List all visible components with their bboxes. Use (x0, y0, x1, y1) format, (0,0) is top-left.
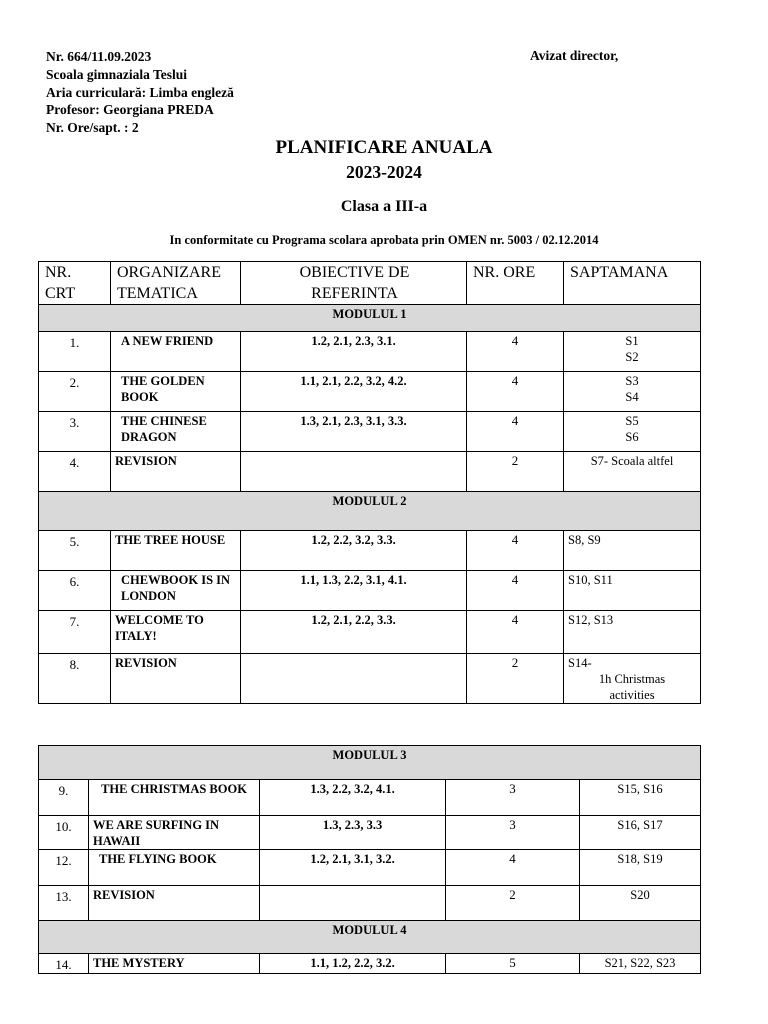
row-hours: 4 (467, 571, 564, 611)
row-hours: 2 (446, 886, 580, 921)
row-number: 8. (39, 654, 111, 704)
row-objectives: 1.1, 1.2, 2.2, 3.2. (260, 954, 446, 974)
row-topic: THE MYSTERY (89, 954, 260, 974)
row-hours: 5 (446, 954, 580, 974)
class-title: Clasa a III-a (340, 198, 428, 215)
curricular-area: Aria curriculară: Limba engleză (46, 84, 234, 100)
row-number: 5. (39, 531, 111, 571)
table-row (39, 654, 701, 704)
row-weeks: S10, S11 (564, 571, 701, 611)
school-year: 2023-2024 (346, 162, 422, 182)
row-number: 2. (39, 372, 111, 412)
teacher-name: Profesor: Georgiana PREDA (46, 102, 214, 118)
module-title: MODULUL 1 (39, 305, 701, 332)
director-approval: Avizat director, (530, 48, 619, 63)
module-row (39, 305, 701, 332)
header-organizare: ORGANIZARE TEMATICA (111, 262, 241, 305)
row-hours: 2 (467, 654, 564, 704)
table-row (39, 372, 701, 412)
table-row (39, 850, 701, 886)
table-row (39, 780, 701, 816)
row-weeks: S1 S2 (564, 332, 701, 372)
row-number: 1. (39, 332, 111, 372)
row-objectives: 1.2, 2.2, 3.2, 3.3. (241, 531, 467, 571)
row-number: 6. (39, 571, 111, 611)
row-topic: THE CHINESE DRAGON (111, 412, 241, 452)
row-topic: REVISION (111, 654, 241, 704)
row-weeks: S14- 1h Christmas activities (564, 654, 701, 704)
header-nr-crt: NR. CRT (39, 262, 111, 305)
row-topic: THE TREE HOUSE (111, 531, 241, 571)
planning-table-2 (38, 745, 701, 974)
row-objectives: 1.3, 2.2, 3.2, 4.1. (260, 780, 446, 816)
row-hours: 4 (467, 611, 564, 654)
table-header-row (39, 262, 701, 305)
module-row (39, 921, 701, 954)
row-objectives (241, 452, 467, 492)
row-topic: WELCOME TO ITALY! (111, 611, 241, 654)
row-objectives: 1.2, 2.1, 2.2, 3.3. (241, 611, 467, 654)
row-topic: CHEWBOOK IS IN LONDON (111, 571, 241, 611)
row-topic: REVISION (111, 452, 241, 492)
row-weeks: S18, S19 (580, 850, 701, 886)
row-topic: REVISION (89, 886, 260, 921)
row-hours: 4 (467, 412, 564, 452)
row-weeks: S3 S4 (564, 372, 701, 412)
table-row (39, 412, 701, 452)
row-objectives: 1.1, 1.3, 2.2, 3.1, 4.1. (241, 571, 467, 611)
table-row (39, 954, 701, 974)
module-title: MODULUL 4 (39, 921, 701, 954)
header-nr-ore: NR. ORE (467, 262, 564, 305)
table-row (39, 816, 701, 850)
row-topic: THE GOLDEN BOOK (111, 372, 241, 412)
row-number: 7. (39, 611, 111, 654)
row-number: 10. (39, 816, 89, 850)
header-obiective: OBIECTIVE DE REFERINTA (241, 262, 467, 305)
row-hours: 2 (467, 452, 564, 492)
school-name: Scoala gimnaziala Teslui (46, 66, 188, 82)
row-hours: 4 (467, 531, 564, 571)
row-weeks: S5 S6 (564, 412, 701, 452)
row-objectives: 1.2, 2.1, 2.3, 3.1. (241, 332, 467, 372)
table-row (39, 611, 701, 654)
row-weeks: S16, S17 (580, 816, 701, 850)
row-hours: 4 (467, 372, 564, 412)
row-weeks: S8, S9 (564, 531, 701, 571)
module-title: MODULUL 2 (39, 492, 701, 531)
header-saptamana: SAPTAMANA (564, 262, 701, 305)
row-topic: THE FLYING BOOK (89, 850, 260, 886)
row-number: 3. (39, 412, 111, 452)
row-topic: A NEW FRIEND (111, 332, 241, 372)
registration-number: Nr. 664/11.09.2023 (46, 49, 152, 64)
row-objectives: 1.1, 2.1, 2.2, 3.2, 4.2. (241, 372, 467, 412)
planning-table-1 (38, 261, 701, 704)
document-title: PLANIFICARE ANUALA (275, 137, 493, 158)
document-header (46, 48, 234, 137)
row-hours: 4 (446, 850, 580, 886)
row-number: 13. (39, 886, 89, 921)
row-hours: 4 (467, 332, 564, 372)
row-number: 12. (39, 850, 89, 886)
module-title: MODULUL 3 (39, 746, 701, 780)
module-row (39, 492, 701, 531)
row-number: 14. (39, 954, 89, 974)
row-objectives (260, 886, 446, 921)
row-weeks: S21, S22, S23 (580, 954, 701, 974)
row-topic: WE ARE SURFING IN HAWAII (89, 816, 260, 850)
row-number: 9. (39, 780, 89, 816)
conformity-note: In conformitate cu Programa scolara aprobata prin OMEN nr. 5003 / 02.12.2014 (169, 233, 599, 247)
table-row (39, 332, 701, 372)
hours-per-week: Nr. Ore/sapt. : 2 (46, 120, 139, 136)
row-weeks: S7- Scoala altfel (564, 452, 701, 492)
table-row (39, 886, 701, 921)
row-objectives: 1.3, 2.3, 3.3 (260, 816, 446, 850)
row-weeks: S12, S13 (564, 611, 701, 654)
row-objectives (241, 654, 467, 704)
row-number: 4. (39, 452, 111, 492)
row-hours: 3 (446, 780, 580, 816)
table-row (39, 531, 701, 571)
row-hours: 3 (446, 816, 580, 850)
table-row (39, 452, 701, 492)
row-topic: THE CHRISTMAS BOOK (89, 780, 260, 816)
row-objectives: 1.2, 2.1, 3.1, 3.2. (260, 850, 446, 886)
row-weeks: S20 (580, 886, 701, 921)
table-row (39, 571, 701, 611)
row-objectives: 1.3, 2.1, 2.3, 3.1, 3.3. (241, 412, 467, 452)
row-weeks: S15, S16 (580, 780, 701, 816)
module-row (39, 746, 701, 780)
